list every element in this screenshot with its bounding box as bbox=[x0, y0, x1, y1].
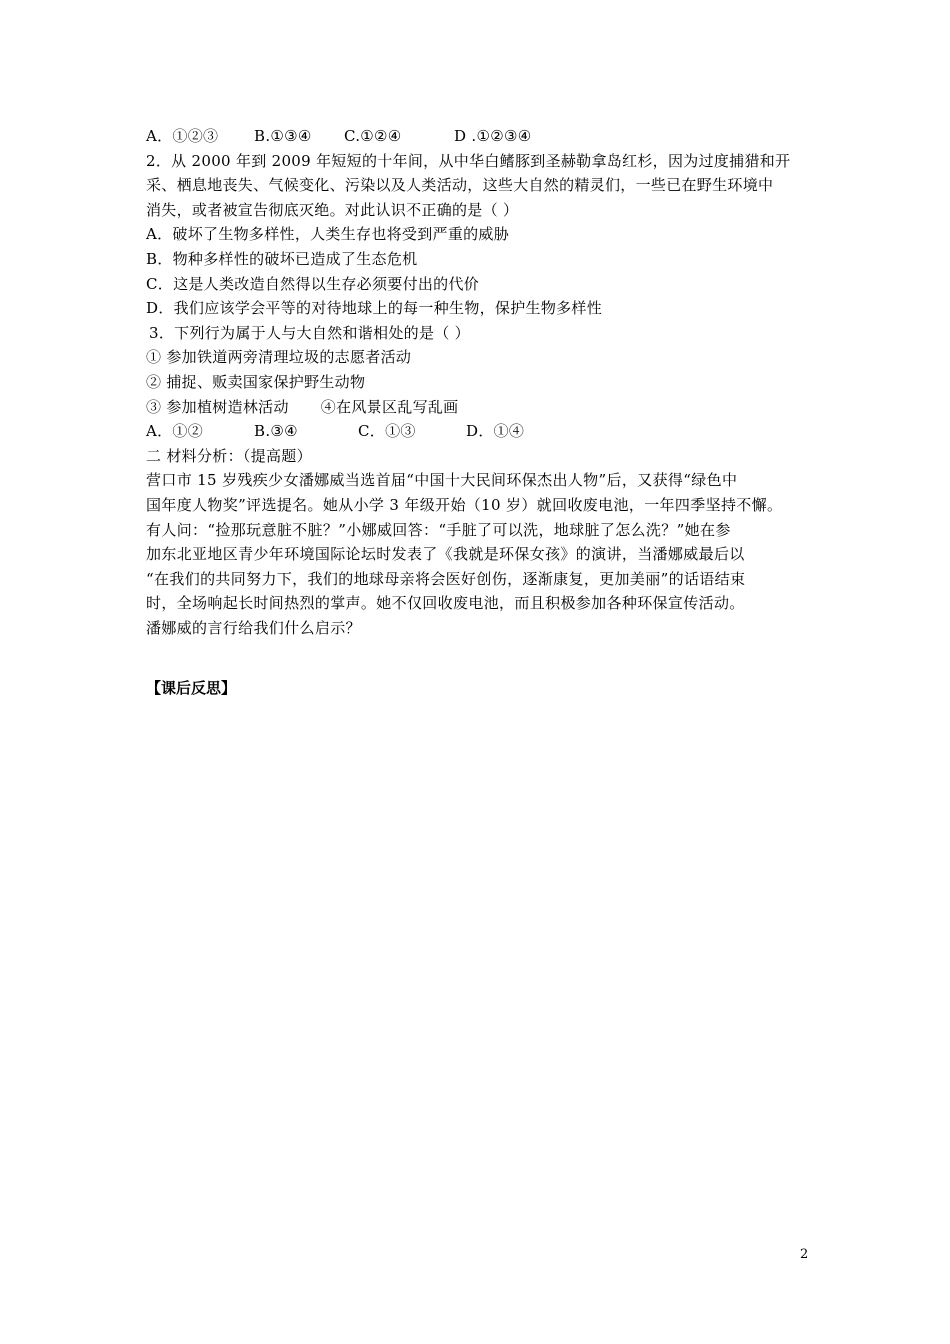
q3-item-2: ② 捕捉、贩卖国家保护野生动物 bbox=[146, 372, 366, 391]
q3-items-3-4 bbox=[146, 395, 810, 420]
section-heading: 二 材料分析：（提高题） bbox=[146, 446, 312, 465]
page-content bbox=[146, 124, 810, 640]
q3-option-b: B.③④ bbox=[254, 422, 298, 441]
material-line-6: 时，全场响起长时间热烈的掌声。她不仅回收废电池，而且积极参加各种环保宣传活动。 bbox=[146, 594, 745, 613]
q3-item-1: ① 参加铁道两旁清理垃圾的志愿者活动 bbox=[146, 348, 412, 367]
q3-option-d: D．①④ bbox=[466, 422, 525, 441]
material-line-5: “在我们的共同努力下，我们的地球母亲将会医好创伤，逐渐康复，更加美丽”的话语结束 bbox=[146, 569, 746, 588]
material-line-2: 国年度人物奖”评选提名。她从小学 3 年级开始（10 岁）就回收废电池，一年四季坚持不懈。 bbox=[146, 495, 783, 514]
q3-stem: 3．下列行为属于人与大自然和谐相处的是（ ） bbox=[149, 323, 470, 342]
q2-stem-line-3: 消失，或者被宣告彻底灭绝。对此认识不正确的是（ ） bbox=[146, 200, 519, 219]
q2-option-c: C．这是人类改造自然得以生存必须要付出的代价 bbox=[146, 274, 480, 293]
q2-option-b: B．物种多样性的破坏已造成了生态危机 bbox=[146, 249, 418, 268]
q2-option-d: D．我们应该学会平等的对待地球上的每一种生物，保护生物多样性 bbox=[146, 299, 603, 318]
q3-item-3: ③ 参加植树造林活动 bbox=[146, 397, 289, 416]
material-line-4: 加东北亚地区青少年环境国际论坛时发表了《我就是环保女孩》的演讲，当潘娜威最后以 bbox=[146, 545, 745, 564]
material-line-1: 营口市 15 岁残疾少女潘娜威当选首届“中国十大民间环保杰出人物”后，又获得“绿色中 bbox=[146, 471, 738, 490]
material-paragraph bbox=[146, 468, 810, 640]
q1-option-c: C.①②④ bbox=[344, 127, 402, 145]
q1-option-a: A．①②③ bbox=[146, 127, 219, 145]
page-number: 2 bbox=[800, 1247, 809, 1262]
q2-stem-line-2: 采、栖息地丧失、气候变化、污染以及人类活动，这些大自然的精灵们，一些已在野生环境中 bbox=[146, 176, 774, 195]
q3-option-c: C．①③ bbox=[358, 422, 416, 441]
reflection-heading: 【课后反思】 bbox=[146, 679, 237, 697]
q3-option-a: A．①② bbox=[146, 422, 204, 441]
q1-option-b: B.①③④ bbox=[254, 127, 312, 145]
q1-option-d: D .①②③④ bbox=[454, 127, 532, 145]
material-question: 潘娜威的言行给我们什么启示？ bbox=[146, 618, 361, 637]
q3-item-4: ④在风景区乱写乱画 bbox=[320, 397, 459, 416]
q3-options bbox=[146, 419, 810, 444]
q2-stem-line-1: 2．从 2000 年到 2009 年短短的十年间，从中华白鳍豚到圣赫勒拿岛红杉，因为过度捕猎和开 bbox=[146, 151, 791, 170]
q2-option-a: A．破坏了生物多样性，人类生存也将受到严重的威胁 bbox=[146, 225, 510, 244]
material-line-3: 有人问：“捡那玩意脏不脏？”小娜威回答：“手脏了可以洗，地球脏了怎么洗？”她在参 bbox=[146, 520, 731, 539]
q1-options bbox=[146, 124, 810, 149]
